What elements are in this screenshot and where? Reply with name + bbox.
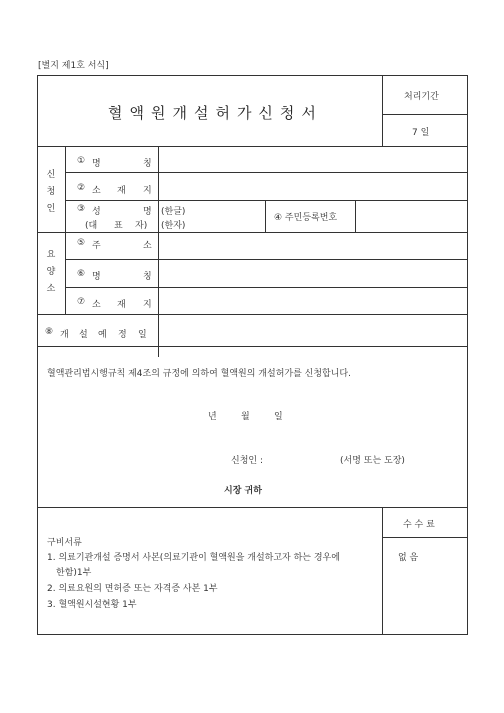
document-item: 2. 의료요원의 면허증 또는 자격증 사본 1부 (47, 584, 218, 594)
representative-hanja-label: (한자) (161, 221, 186, 231)
addressee: 시장 귀하 (224, 486, 262, 496)
principal-location-char3: 지 (143, 300, 152, 310)
processing-period-value: 7 일 (412, 128, 430, 138)
row-line (65, 259, 468, 260)
section-line (38, 507, 468, 508)
principal-location-char2: 재 (117, 300, 126, 310)
application-form (37, 75, 468, 635)
principal-name-char2: 칭 (143, 272, 152, 282)
representative-sub2: 표 (114, 221, 123, 231)
processing-period-label: 처리기간 (404, 92, 439, 102)
row-line (65, 172, 468, 173)
representative-sub1: (대 (85, 221, 98, 231)
applicant-address-char3: 지 (143, 186, 152, 196)
signature-hint: (서명 또는 도장) (340, 456, 405, 466)
document-item: 1. 의료기관개설 증명서 사본(의료기관이 혈액원을 개설하고자 하는 경우에 (47, 553, 340, 563)
fee-label: 수 수 료 (403, 520, 435, 530)
applicant-address-number: ② (77, 183, 86, 193)
date-month-label: 월 (241, 412, 250, 422)
open-date-char: 설 (79, 330, 88, 340)
applicant-signature-label: 신청인 : (231, 456, 263, 466)
row-line (65, 287, 468, 288)
section-line (38, 232, 468, 233)
open-date-char: 정 (118, 330, 127, 340)
open-date-char: 일 (138, 330, 147, 340)
representative-korean-label: (한글) (161, 207, 186, 217)
principal-location-char1: 소 (92, 300, 101, 310)
document-item: 한함)1부 (56, 568, 92, 578)
open-date-number: ⑧ (45, 327, 54, 337)
date-day-label: 일 (274, 412, 283, 422)
principal-location-number: ⑦ (77, 297, 86, 307)
resident-number-label: ④ 주민등록번호 (274, 213, 338, 223)
form-reference: [별지 제1호 서식] (38, 61, 109, 71)
open-date-char: 예 (98, 330, 107, 340)
principal-name-char1: 명 (92, 272, 101, 282)
applicant-name-number: ① (77, 156, 86, 166)
principal-name-number: ⑥ (77, 269, 86, 279)
rrn-right-divider (355, 200, 356, 232)
open-date-char: 개 (60, 330, 69, 340)
section-line (38, 346, 468, 347)
row-line (65, 200, 468, 201)
fee-row-divider (382, 537, 468, 538)
label-column-divider (158, 146, 159, 357)
date-year-label: 년 (208, 412, 217, 422)
section-line (38, 314, 468, 315)
representative-char1: 성 (92, 207, 101, 217)
applicant-address-char1: 소 (92, 186, 101, 196)
document-item: 3. 혈액원시설현황 1부 (47, 600, 137, 610)
applicant-name-char1: 명 (92, 159, 101, 169)
representative-sub3: 자) (135, 221, 148, 231)
principal-address-char1: 주 (92, 241, 101, 251)
title-divider (382, 76, 383, 146)
documents-heading: 구비서류 (47, 538, 82, 548)
principal-address-char2: 소 (143, 241, 152, 251)
applicant-group-label: 신청인 (46, 170, 56, 214)
rrn-left-divider (265, 200, 266, 232)
fee-divider (382, 507, 383, 635)
header-bottom-line (38, 146, 468, 147)
applicant-name-char2: 칭 (143, 159, 152, 169)
representative-char2: 명 (143, 207, 152, 217)
form-title: 혈액원개설허가신청서 (108, 104, 323, 122)
application-statement: 혈액관리법시행규칙 제4조의 규정에 의하여 혈액원의 개설허가를 신청합니다. (47, 369, 351, 379)
principal-group-label: 요양소 (46, 250, 56, 294)
representative-number: ③ (77, 204, 86, 214)
processing-divider (382, 114, 468, 115)
principal-address-number: ⑤ (77, 238, 86, 248)
applicant-address-char2: 재 (117, 186, 126, 196)
fee-value: 없 음 (398, 553, 419, 563)
